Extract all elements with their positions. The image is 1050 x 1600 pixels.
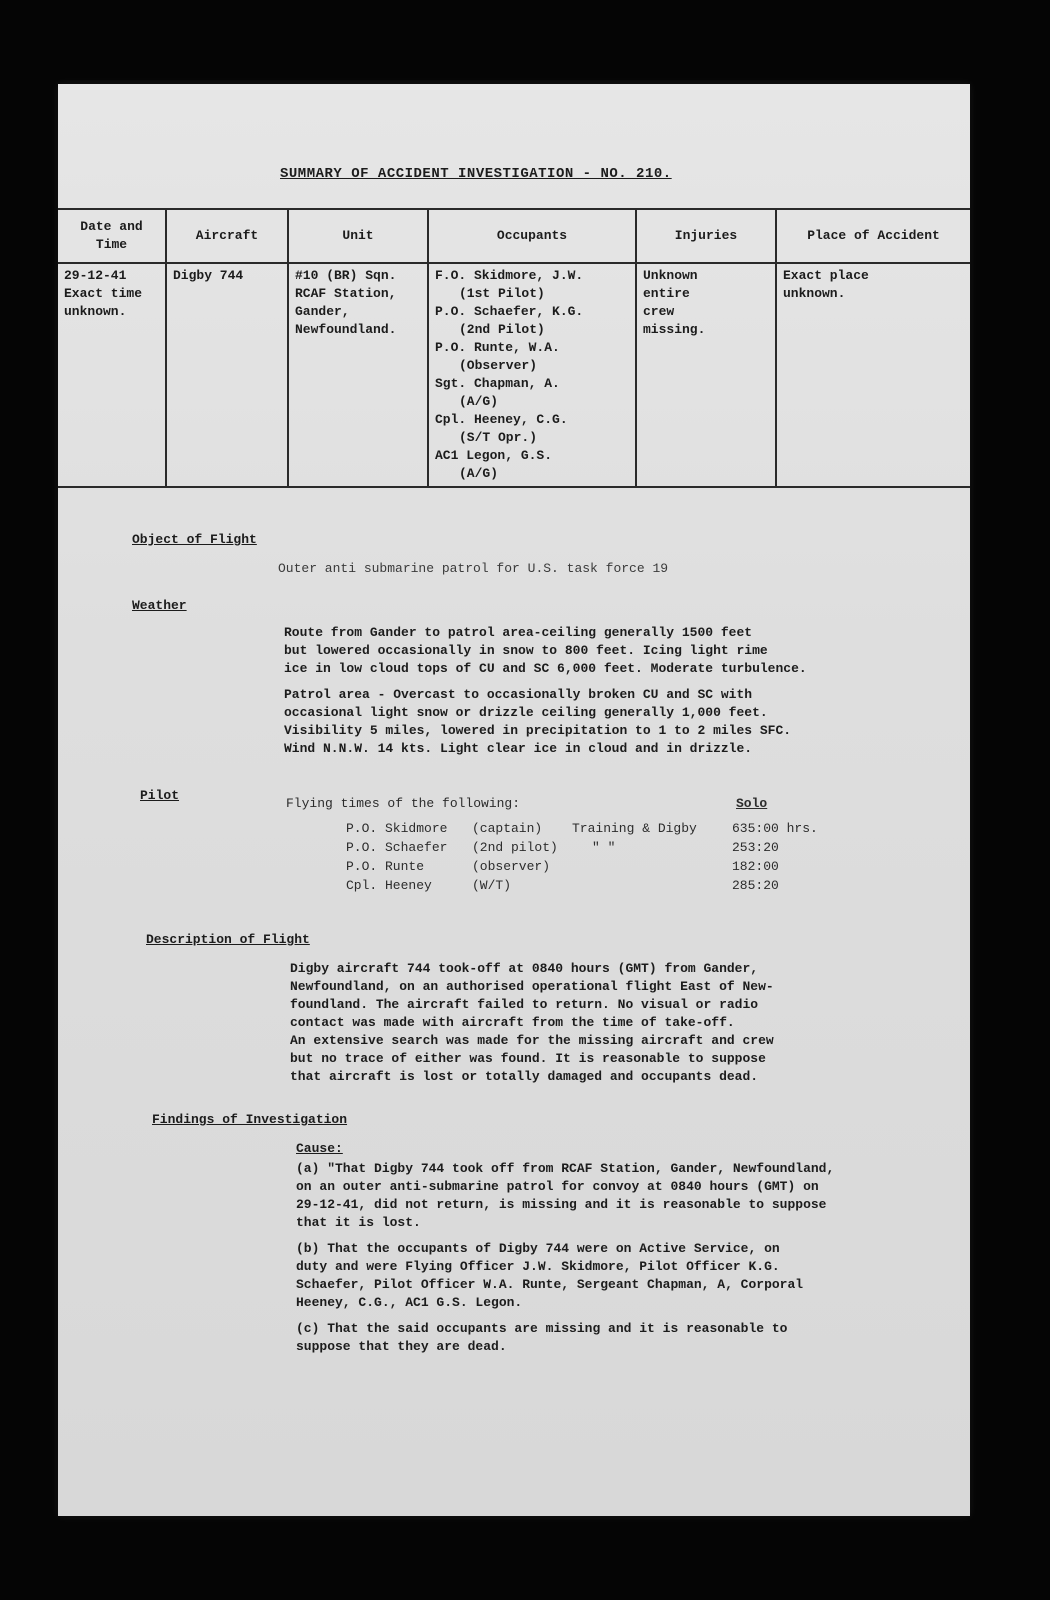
cell-aircraft: Digby 744 [166,263,288,487]
injuries-line: missing. [643,322,706,337]
finding-line: that it is lost. [296,1215,421,1230]
object-of-flight-heading: Object of Flight [132,532,257,547]
pilot-row [286,876,906,895]
weather-line: but lowered occasionally in snow to 800 feet. Icing light rime [284,643,768,658]
finding-c [296,1320,834,1356]
occupant-role: (S/T Opr.) [459,430,538,445]
cell-place [776,263,970,487]
date-line: unknown. [64,304,127,319]
weather-text [284,624,807,766]
pilot-name: P.O. Skidmore [346,821,448,836]
weather-line: ice in low cloud tops of CU and SC 6,000 feet. Moderate turbulence. [284,661,807,676]
header-aircraft: Aircraft [166,209,288,263]
pilot-solo-time: 285:20 [732,878,779,893]
header-occupants: Occupants [428,209,636,263]
pilot-solo-time: 253:20 [732,840,779,855]
occupant-name: AC1 Legon, G.S. [435,448,553,463]
finding-line: Heeney, C.G., AC1 G.S. Legon. [296,1295,523,1310]
pilot-intro-row [286,794,906,813]
description-line: that aircraft is lost or totally damaged and occupants dead. [290,1069,759,1084]
occupant-name: P.O. Schaefer, K.G. [435,304,584,319]
pilot-row [286,819,906,838]
header-place: Place of Accident [776,209,970,263]
finding-line: on an outer anti-submarine patrol for convoy at 0840 hours (GMT) on [296,1179,819,1194]
pilot-aircraft-type: Training & Digby [572,821,697,836]
cell-date [58,263,166,487]
pilot-role: (2nd pilot) [472,840,558,855]
pilot-role: (W/T) [472,878,512,893]
header-unit: Unit [288,209,428,263]
table-header-row [58,209,970,263]
weather-paragraph-route [284,624,807,678]
pilot-aircraft-type: " " [592,840,616,855]
pilot-intro: Flying times of the following: [286,796,521,811]
unit-line: Newfoundland. [295,322,397,337]
injuries-line: crew [643,304,675,319]
finding-b [296,1240,834,1312]
solo-heading: Solo [736,796,768,811]
unit-line: RCAF Station, [295,286,397,301]
document-page [58,84,970,1516]
finding-line: 29-12-41, did not return, is missing and it is reasonable to suppose [296,1197,827,1212]
table-row [58,263,970,487]
date-line: Exact time [64,286,143,301]
header-date: Date and Time [58,209,166,263]
description-heading: Description of Flight [146,932,310,947]
pilot-heading: Pilot [140,788,180,803]
occupant-role: (1st Pilot) [459,286,545,301]
cell-injuries [636,263,776,487]
finding-line: suppose that they are dead. [296,1339,507,1354]
weather-line: Wind N.N.W. 14 kts. Light clear ice in cloud and in drizzle. [284,741,753,756]
date-line: 29-12-41 [64,268,127,283]
description-line: Digby aircraft 744 took-off at 0840 hours (GMT) from Gander, [290,961,759,976]
finding-line: (a) "That Digby 744 took off from RCAF Station, Gander, Newfoundland, [296,1161,835,1176]
occupant-role: (A/G) [459,394,499,409]
injuries-line: entire [643,286,690,301]
weather-line: Route from Gander to patrol area-ceiling generally 1500 feet [284,625,753,640]
occupant-name: P.O. Runte, W.A. [435,340,560,355]
finding-a [296,1160,834,1232]
occupant-role: (A/G) [459,466,499,481]
unit-line: Gander, [295,304,350,319]
pilot-block [286,794,906,895]
document-title: SUMMARY OF ACCIDENT INVESTIGATION - NO. 210. [280,166,672,182]
unit-line: #10 (BR) Sqn. [295,268,397,283]
pilot-solo-time: 635:00 hrs. [732,821,818,836]
description-line: Newfoundland, on an authorised operational flight East of New- [290,979,774,994]
finding-line: Schaefer, Pilot Officer W.A. Runte, Sergeant Chapman, A, Corporal [296,1277,804,1292]
pilot-row [286,857,906,876]
injuries-line: Unknown [643,268,698,283]
object-of-flight-text: Outer anti submarine patrol for U.S. task force 19 [278,561,669,576]
pilot-name: P.O. Schaefer [346,840,448,855]
finding-line: (c) That the said occupants are missing and it is reasonable to [296,1321,788,1336]
findings-heading: Findings of Investigation [152,1112,348,1127]
description-line: foundland. The aircraft failed to return. No visual or radio [290,997,759,1012]
weather-line: Patrol area - Overcast to occasionally broken CU and SC with [284,687,753,702]
weather-heading: Weather [132,598,187,613]
weather-line: Visibility 5 miles, lowered in precipitation to 1 to 2 miles SFC. [284,723,792,738]
description-line: contact was made with aircraft from the time of take-off. [290,1015,735,1030]
pilot-name: P.O. Runte [346,859,425,874]
cell-occupants [428,263,636,487]
occupant-name: Cpl. Heeney, C.G. [435,412,568,427]
occupant-role: (Observer) [459,358,538,373]
place-line: unknown. [783,286,846,301]
pilot-name: Cpl. Heeney [346,878,432,893]
findings-text [296,1140,834,1364]
header-injuries: Injuries [636,209,776,263]
cause-label: Cause: [296,1141,343,1156]
pilot-row [286,838,906,857]
description-line: but no trace of either was found. It is reasonable to suppose [290,1051,766,1066]
description-text [290,960,774,1086]
occupant-name: F.O. Skidmore, J.W. [435,268,584,283]
place-line: Exact place [783,268,869,283]
weather-paragraph-patrol [284,686,807,758]
occupant-name: Sgt. Chapman, A. [435,376,560,391]
weather-line: occasional light snow or drizzle ceiling generally 1,000 feet. [284,705,768,720]
finding-line: duty and were Flying Officer J.W. Skidmore, Pilot Officer K.G. [296,1259,780,1274]
pilot-role: (observer) [472,859,551,874]
finding-line: (b) That the occupants of Digby 744 were on Active Service, on [296,1241,780,1256]
summary-table [58,208,970,488]
cell-unit [288,263,428,487]
pilot-solo-time: 182:00 [732,859,779,874]
description-line: An extensive search was made for the missing aircraft and crew [290,1033,774,1048]
pilot-role: (captain) [472,821,543,836]
occupant-role: (2nd Pilot) [459,322,545,337]
